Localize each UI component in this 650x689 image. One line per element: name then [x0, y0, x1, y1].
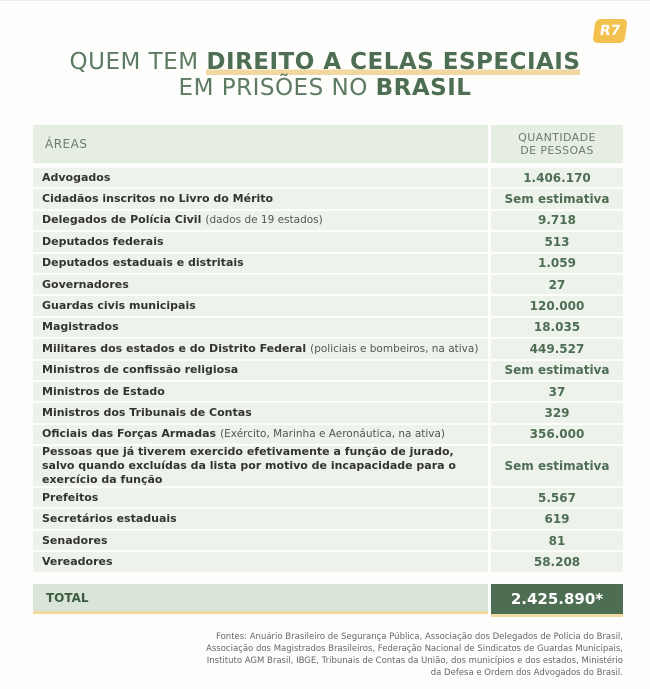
row-area-name: Governadores [42, 277, 129, 291]
total-label: TOTAL [33, 584, 488, 614]
total-value: 2.425.890* [491, 584, 623, 617]
row-quantity: 513 [491, 232, 623, 251]
row-area-name: Deputados federais [42, 234, 164, 248]
row-area [33, 531, 488, 550]
row-quantity: 329 [491, 403, 623, 422]
row-area-name: Ministros dos Tribunais de Contas [42, 405, 252, 419]
row-area [33, 339, 488, 358]
row-quantity: 9.718 [491, 211, 623, 230]
row-area-name: Delegados de Polícia Civil [42, 213, 202, 227]
row-quantity: 1.059 [491, 254, 623, 273]
table-row [33, 361, 623, 380]
title-line-2-plain: EM PRISÕES NO [178, 75, 376, 101]
row-area [33, 189, 488, 208]
table-row [33, 425, 623, 444]
row-area-name: Secretários estaduais [42, 512, 177, 526]
row-quantity: 37 [491, 382, 623, 401]
table-row [33, 232, 623, 251]
row-area-name: Pessoas que já tiverem exercido efetivamente a função de jurado, salvo quando excluídas da lista por motivo de incapacidade para o exercício da função [42, 445, 456, 487]
row-quantity: 619 [491, 509, 623, 528]
row-area-name: Deputados estaduais e distritais [42, 256, 244, 270]
row-area-name: Militares dos estados e do Distrito Federal [42, 341, 307, 355]
table-header [33, 125, 623, 163]
table-row [33, 296, 623, 315]
table-row [33, 552, 623, 571]
row-area-note: (Exército, Marinha e Aeronáutica, na ativa) [220, 428, 446, 441]
table-row [33, 318, 623, 337]
row-quantity: 27 [491, 275, 623, 294]
sources-footnote: Fontes: Anuário Brasileiro de Segurança Pública, Associação dos Delegados de Polícia do Brasil, Associação dos Magistrados Brasileiros, Federação Nacional de Sindicatos de Guardas Municipais, Instituto AGM Brasil, IBGE, Tribunais de Contas da União, dos municípios e dos estados, Ministério da Defesa e Ordem dos Advogados do Brasil. [206, 632, 623, 678]
table-body [33, 168, 623, 574]
row-area-name: Senadores [42, 533, 108, 547]
row-area-name: Cidadãos inscritos no Livro do Mérito [42, 192, 274, 206]
row-quantity: 18.035 [491, 318, 623, 337]
row-area [33, 403, 488, 422]
table-row [33, 339, 623, 358]
row-area [33, 168, 488, 187]
row-area-note: (dados de 19 estados) [205, 214, 323, 227]
row-area [33, 275, 488, 294]
title-line-2-bold: BRASIL [375, 75, 472, 101]
total-row [33, 584, 623, 614]
row-area-name: Oficiais das Forças Armadas [42, 427, 217, 441]
row-quantity: Sem estimativa [491, 361, 623, 380]
table-row [33, 488, 623, 507]
row-quantity: Sem estimativa [491, 189, 623, 208]
row-area [33, 318, 488, 337]
title-line-1-plain: QUEM TEM [69, 49, 207, 75]
row-area [33, 509, 488, 528]
row-area [33, 232, 488, 251]
header-quantity-line-2: DE PESSOAS [520, 144, 594, 157]
row-area-note: (policiais e bombeiros, na ativa) [310, 342, 479, 355]
row-area [33, 382, 488, 401]
row-quantity: 449.527 [491, 339, 623, 358]
row-area-name: Guardas civis municipais [42, 299, 196, 313]
table-row [33, 403, 623, 422]
row-area [33, 296, 488, 315]
table-row [33, 168, 623, 187]
header-areas: ÁREAS [33, 125, 488, 163]
header-quantity [491, 125, 623, 163]
row-area-name: Advogados [42, 170, 111, 184]
row-area [33, 488, 488, 507]
table-row [33, 509, 623, 528]
row-area [33, 446, 488, 486]
row-area-name: Magistrados [42, 320, 119, 334]
row-area-name: Ministros de confissão religiosa [42, 363, 239, 377]
row-area-name: Ministros de Estado [42, 384, 165, 398]
row-quantity: Sem estimativa [491, 446, 623, 486]
row-quantity: 120.000 [491, 296, 623, 315]
table-row [33, 531, 623, 550]
table-row [33, 254, 623, 273]
table-row [33, 382, 623, 401]
header-quantity-line-1: QUANTIDADE [518, 131, 596, 144]
row-area [33, 211, 488, 230]
r7-logo: R7 [592, 19, 627, 43]
row-area [33, 552, 488, 571]
title-line-1-bold: DIREITO A CELAS ESPECIAIS [206, 49, 581, 75]
page-title-line-1 [0, 50, 650, 75]
row-area [33, 254, 488, 273]
page-title-line-2 [0, 76, 650, 101]
table-row [33, 189, 623, 208]
row-quantity: 58.208 [491, 552, 623, 571]
row-area [33, 425, 488, 444]
row-quantity: 5.567 [491, 488, 623, 507]
row-quantity: 1.406.170 [491, 168, 623, 187]
row-area-name: Vereadores [42, 554, 113, 568]
row-quantity: 356.000 [491, 425, 623, 444]
row-area [33, 361, 488, 380]
table-row [33, 211, 623, 230]
table-row [33, 275, 623, 294]
row-quantity: 81 [491, 531, 623, 550]
table-row [33, 446, 623, 486]
row-area-name: Prefeitos [42, 490, 99, 504]
